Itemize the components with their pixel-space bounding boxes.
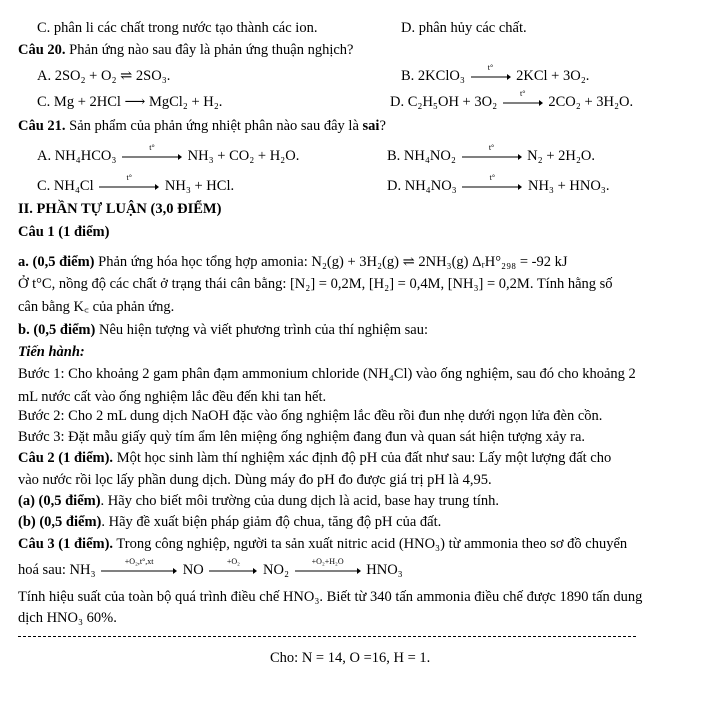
q21-option-d	[387, 172, 610, 195]
c3-species-no: NO	[182, 562, 204, 578]
reaction-arrow: t°	[503, 99, 543, 107]
q21-d-right: NH₃ + HNO₃.	[527, 178, 610, 194]
q20-d-left: D. C₂H₅OH + 3O₂	[390, 94, 498, 110]
q20-b-left: B. 2KClO₃	[401, 68, 465, 84]
question-21-text: Sản phẩm của phản ứng nhiệt phân nào sau đây là	[65, 118, 363, 134]
c1-part-a	[18, 254, 568, 271]
reaction-arrow: t°	[122, 153, 182, 161]
reaction-arrow: +O₂	[209, 567, 257, 575]
c2-a-label: (a) (0,5 điểm)	[18, 493, 101, 509]
q20-option-c: C. Mg + 2HCl ⟶ MgCl₂ + H₂.	[37, 94, 223, 110]
reaction-arrow: t°	[471, 73, 511, 81]
question-c3	[18, 536, 627, 553]
footer-constants: Cho: N = 14, O =16, H = 1.	[270, 650, 431, 666]
q20-option-d	[390, 88, 634, 111]
q20-d-right: 2CO₂ + 3H₂O.	[548, 94, 634, 110]
procedure-heading: Tiến hành:	[18, 344, 85, 360]
q21-a-right: NH₃ + CO₂ + H₂O.	[187, 148, 300, 164]
question-20-text: Phản ứng nào sau đây là phản ứng thuận nghịch?	[65, 42, 354, 58]
c2-text1: Một học sinh làm thí nghiệm xác định độ pH của đất như sau: Lấy một lượng đất cho	[113, 450, 612, 466]
c3-species-hno3: HNO₃	[366, 562, 403, 578]
q21-b-left: B. NH₄NO₂	[387, 148, 456, 164]
c2-b-label: (b) (0,5 điểm)	[18, 514, 102, 530]
c2-text2: vào nước rồi lọc lấy phần dung dịch. Dùng máy đo pH đo được giá trị pH là 4,95.	[18, 472, 492, 488]
step-1-cont: mL nước cất vào ống nghiệm lắc đều đến khi tan hết.	[18, 389, 327, 405]
c2-part-b	[18, 514, 441, 531]
q21-option-c	[37, 172, 235, 195]
c3-label: Câu 3 (1 điểm).	[18, 536, 114, 552]
reaction-arrow: t°	[462, 153, 522, 161]
q20-option-b	[401, 62, 590, 85]
c3-species-no2: NO₂	[263, 562, 289, 578]
enthalpy: ΔᵣH°₂₉₈ = -92 kJ	[472, 254, 568, 270]
c2-b-text: . Hãy đề xuất biện pháp giảm độ chua, tăng độ pH của đất.	[101, 514, 442, 530]
q21-a-left: A. NH₄HCO₃	[37, 148, 117, 164]
question-c2	[18, 450, 611, 467]
divider	[18, 636, 636, 637]
step-2: Bước 2: Cho 2 mL dung dịch NaOH đặc vào ống nghiệm lắc đều rồi đun nhẹ dưới ngọn lửa đèn cồn.	[18, 408, 603, 424]
c1-a-text: Phản ứng hóa học tổng hợp amonia: N₂(g) + 3H₂(g) ⇌ 2NH₃(g)	[94, 254, 473, 270]
q21-b-right: N₂ + 2H₂O.	[527, 148, 595, 164]
q21-option-b	[387, 142, 595, 165]
section-heading: II. PHẦN TỰ LUẬN (3,0 ĐIỂM)	[18, 201, 222, 217]
question-21-emphasis: sai	[362, 118, 380, 134]
q19-option-d: D. phân hủy các chất.	[401, 20, 527, 36]
c1-part-b	[18, 322, 428, 339]
q19-option-c: C. phân li các chất trong nước tạo thành các ion.	[37, 20, 318, 36]
c3-text3: Tính hiệu suất của toàn bộ quá trình điều chế HNO₃. Biết từ 340 tấn ammonia điều chế được 1890 tấn dung	[18, 589, 643, 605]
q21-d-left: D. NH₄NO₃	[387, 178, 457, 194]
reaction-arrow: +O₂+H₂O	[295, 567, 361, 575]
c1-a-label: a. (0,5 điểm)	[18, 254, 95, 270]
q21-c-right: NH₃ + HCl.	[164, 178, 235, 194]
q21-c-left: C. NH₄Cl	[37, 178, 94, 194]
c2-label: Câu 2 (1 điểm).	[18, 450, 114, 466]
c1-a-line3: cân bằng K꜀ của phản ứng.	[18, 299, 175, 315]
q20-option-a: A. 2SO₂ + O₂ ⇌ 2SO₃.	[37, 68, 171, 84]
c1-title: Câu 1 (1 điểm)	[18, 224, 110, 240]
c1-a-line2: Ở t°C, nồng độ các chất ở trạng thái cân bằng: [N₂] = 0,2M, [H₂] = 0,4M, [NH₃] = 0,2M. Tính hằng số	[18, 276, 613, 292]
question-20	[18, 42, 353, 59]
c1-b-label: b. (0,5 điểm)	[18, 322, 96, 338]
c3-text1: Trong công nghiệp, người ta sản xuất nitric acid (HNO₃) từ ammonia theo sơ đồ chuyển	[113, 536, 628, 552]
question-21-end: ?	[379, 118, 386, 134]
question-21	[18, 118, 386, 135]
step-1: Bước 1: Cho khoảng 2 gam phân đạm ammonium chloride (NH₄Cl) vào ống nghiệm, sau đó cho khoảng 2	[18, 366, 636, 382]
c3-text4: dịch HNO₃ 60%.	[18, 610, 117, 626]
c3-scheme-start: hoá sau: NH₃	[18, 562, 96, 578]
question-21-label: Câu 21.	[18, 118, 66, 134]
c1-b-text: Nêu hiện tượng và viết phương trình của thí nghiệm sau:	[95, 322, 429, 338]
c2-part-a	[18, 493, 499, 510]
reaction-arrow: t°	[462, 183, 522, 191]
q20-b-right: 2KCl + 3O₂.	[516, 68, 590, 84]
step-3: Bước 3: Đặt mẫu giấy quỳ tím ẩm lên miệng ống nghiệm đang đun và quan sát hiện tượng xảy ra.	[18, 429, 586, 445]
c2-a-text: . Hãy cho biết môi trường của dung dịch là acid, base hay trung tính.	[100, 493, 500, 509]
reaction-arrow: +O₂,t°,xt	[101, 567, 177, 575]
q21-option-a	[37, 142, 300, 165]
question-20-label: Câu 20.	[18, 42, 66, 58]
c3-scheme	[18, 556, 403, 579]
reaction-arrow: t°	[99, 183, 159, 191]
